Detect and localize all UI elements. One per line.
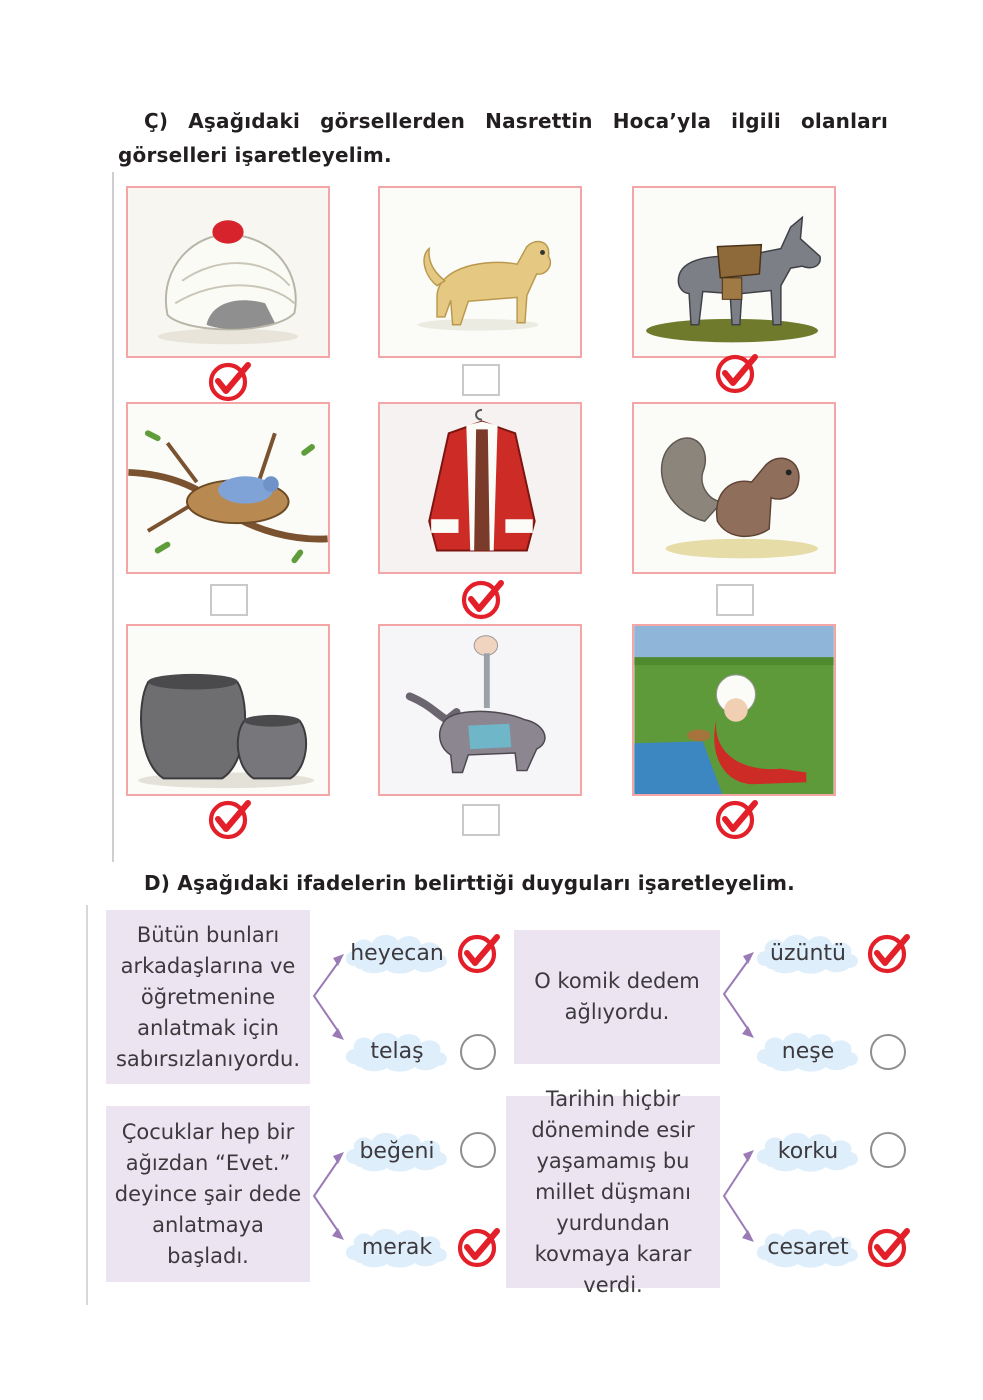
emotion-label: telaş (370, 1038, 424, 1064)
emotion-label: cesaret (767, 1234, 849, 1260)
emotion-option (752, 1222, 864, 1272)
check-mark-icon[interactable] (456, 932, 502, 974)
statement-box: Bütün bunları arkadaşlarına ve öğretmenine anlatmak için sabırsızlanıyordu. (106, 910, 310, 1084)
section-c-heading: Ç) Aşağıdaki görsellerden Nasrettin Hoca’yla ilgili olanları görselleri işaretleyelim. (118, 109, 888, 167)
emotion-label: üzüntü (770, 940, 846, 966)
emotion-option (341, 1126, 453, 1176)
emotion-option (341, 928, 453, 978)
emotion-label: heyecan (350, 940, 444, 966)
emotion-option (752, 1026, 864, 1076)
emotion-option (341, 1222, 453, 1272)
emotion-option (752, 928, 864, 978)
statement-box: O komik dedem ağlıyordu. (514, 930, 720, 1064)
emotion-option (341, 1026, 453, 1076)
check-mark-icon[interactable] (866, 932, 912, 974)
radio-circle[interactable] (870, 1132, 906, 1168)
emotion-label: korku (777, 1138, 839, 1164)
section-d-heading: D) Aşağıdaki ifadelerin belirttiği duyguları işaretleyelim. (144, 871, 795, 895)
emotion-label: beğeni (359, 1138, 435, 1164)
statement-box: Tarihin hiçbir döneminde esir yaşamamış bu millet düşmanı yurdundan kovmaya karar verdi. (506, 1096, 720, 1288)
check-mark-icon[interactable] (866, 1226, 912, 1268)
radio-circle[interactable] (460, 1034, 496, 1070)
statement-box: Çocuklar hep bir ağızdan “Evet.” deyince şair dede anlatmaya başladı. (106, 1106, 310, 1282)
emotion-label: neşe (781, 1038, 835, 1064)
radio-circle[interactable] (460, 1132, 496, 1168)
emotion-option (752, 1126, 864, 1176)
radio-circle[interactable] (870, 1034, 906, 1070)
check-mark-icon[interactable] (456, 1226, 502, 1268)
emotion-label: merak (361, 1234, 433, 1260)
